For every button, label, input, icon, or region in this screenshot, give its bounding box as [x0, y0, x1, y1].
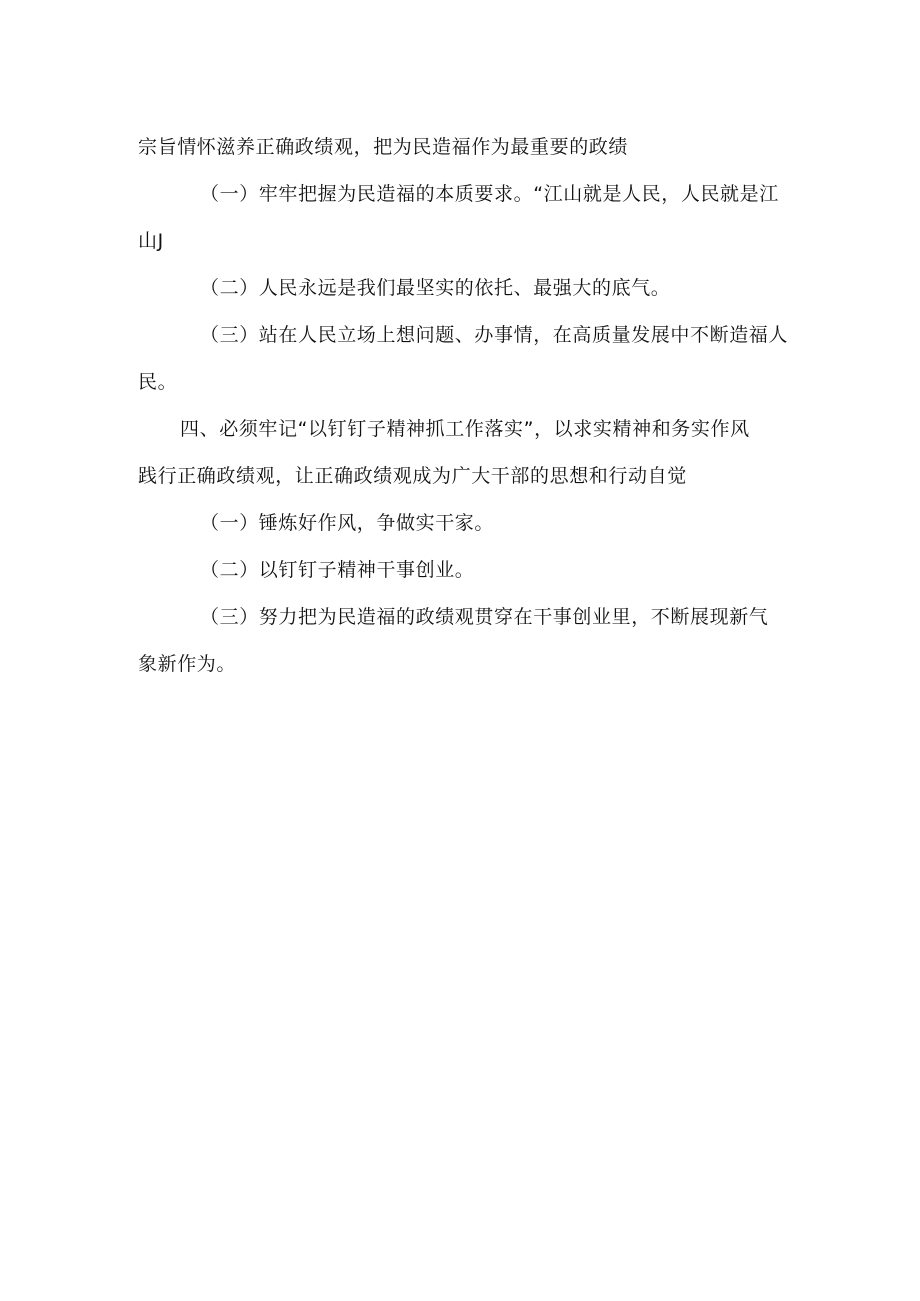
text-line: 四、必须牢记“以钉钉子精神抓工作落实”，以求实精神和务实作风	[180, 418, 750, 440]
paragraph-subitem-1	[138, 171, 788, 265]
text-line: （二）以钉钉子精神干事创业。	[200, 559, 475, 581]
text-line: 宗旨情怀滋养正确政绩观，把为民造福作为最重要的政绩	[138, 136, 629, 158]
paragraph-section-4	[138, 406, 788, 500]
text-line: 山J	[138, 230, 164, 252]
document-body	[138, 124, 788, 688]
paragraph-subitem-2	[138, 265, 788, 312]
text-line: （一）锤炼好作风，争做实干家。	[200, 512, 495, 534]
text-line: （三）努力把为民造福的政绩观贯穿在干事创业里，不断展现新气	[200, 606, 769, 628]
text-line: 践行正确政绩观，让正确政绩观成为广大干部的思想和行动自觉	[138, 465, 687, 487]
paragraph-subitem-4-1	[138, 500, 788, 547]
paragraph-subitem-4-3	[138, 594, 788, 688]
text-line: 象新作为。	[138, 653, 237, 675]
text-line: 民。	[138, 371, 178, 393]
paragraph-subitem-3	[138, 312, 788, 406]
paragraph-heading-continuation	[138, 124, 788, 171]
text-line: （二）人民永远是我们最坚实的依托、最强大的底气。	[200, 277, 671, 299]
paragraph-subitem-4-2	[138, 547, 788, 594]
text-line: （三）站在人民立场上想问题、办事情，在高质量发展中不断造福人	[200, 324, 789, 346]
text-line: （一）牢牢把握为民造福的本质要求。“江山就是人民，人民就是江	[200, 183, 779, 205]
